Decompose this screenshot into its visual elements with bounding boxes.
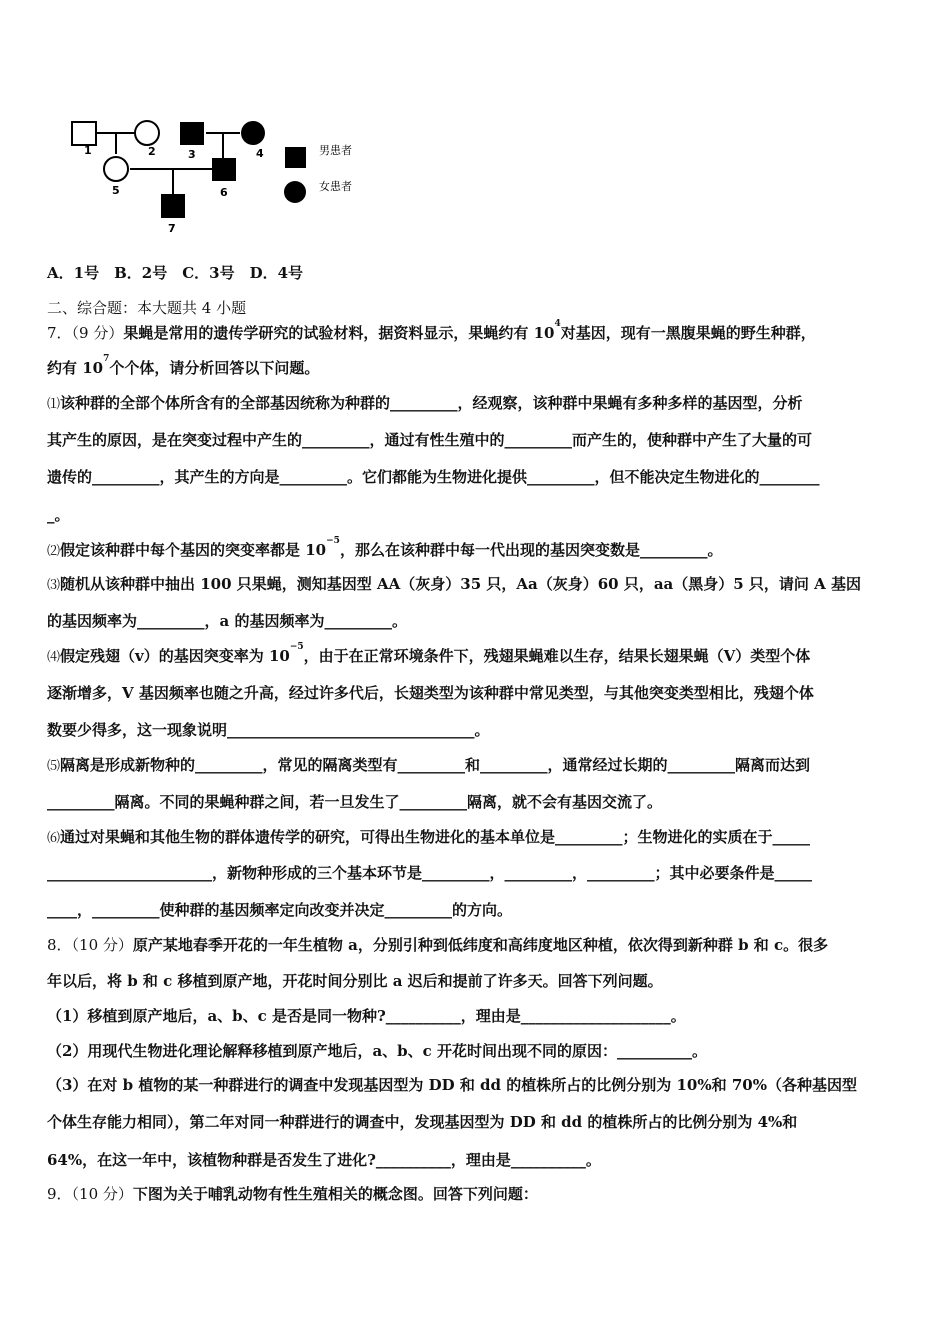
q8-line-1 (47, 934, 910, 955)
q7-part1-marker: ⑴ (47, 397, 61, 412)
legend-male-label: 男患者 (319, 144, 352, 157)
individual-1-male (72, 122, 96, 145)
q7-points: （9 分） (71, 324, 124, 342)
individual-5-female (104, 157, 128, 181)
q7-part6-line-2: ______________________，新物种形成的三个基本环节是_________，_________，_________；其中必要条件是_____ (47, 864, 813, 882)
label-individual-4: 4 (256, 147, 264, 160)
q8-text-1: 原产某地春季开花的一年生植物 a，分别引种到低纬度和高纬度地区种植，依次得到新种群 b 和 c。很多 (132, 936, 829, 954)
q8-sub-3-line-2: 个体生存能力相同），第二年对同一种群进行的调查中，发现基因型为 DD 和 dd 的植株所占的比例分别为 4%和 (47, 1113, 798, 1131)
q7-part2-text-cont: ，那么在该种群中每一代出现的基因突变数是_________。 (339, 541, 723, 559)
q7-part1-text-1: 该种群的全部个体所含有的全部基因统称为种群的_________，经观察，该种群中果蝇有多种多样的基因型，分析 (60, 394, 803, 412)
q7-part4-marker: ⑷ (47, 650, 61, 665)
legend-male-symbol (285, 147, 306, 168)
q7-part2-text: 假定该种群中每个基因的突变率都是 10 (60, 541, 327, 559)
label-individual-2: 2 (148, 145, 156, 158)
q7-part2-exponent: −5 (326, 536, 340, 546)
q8-sub-3-line-3: 64%，在这一年中，该植物种群是否发生了进化?__________，理由是__________。 (47, 1151, 601, 1169)
q7-exponent-2: 7 (103, 354, 110, 364)
q7-part4-line-2: 逐渐增多，V 基因频率也随之升高，经过许多代后，长翅类型为该种群中常见类型，与其他突变类型相比，残翅个体 (47, 684, 814, 702)
q8-points: （10 分） (71, 936, 133, 954)
q7-part6-text-1: 通过对果蝇和其他生物的群体遗传学的研究，可得出生物进化的基本单位是_________；生物进化的实质在于_____ (60, 828, 811, 846)
q7-part1-line-2: 其产生的原因，是在突变过程中产生的_________，通过有性生殖中的_________而产生的，使种群中产生了大量的可 (47, 431, 813, 449)
q7-part4-exponent: −5 (289, 642, 304, 652)
q9-line-1 (47, 1183, 910, 1204)
q7-part1-line-4: _。 (47, 506, 70, 524)
q7-part4-line-3: 数要少得多，这一现象说明_________________________________。 (47, 721, 490, 739)
q7-part6-line-3: ____，_________使种群的基因频率定向改变并决定_________的方向。 (47, 901, 513, 919)
q7-part3-marker: ⑶ (47, 578, 61, 593)
q8-sub-2: （2）用现代生物进化理论解释移植到原产地后，a、b、c 开花时间出现不同的原因：__________。 (47, 1042, 708, 1060)
label-individual-5: 5 (112, 184, 120, 197)
q7-part1-line-1 (47, 392, 910, 413)
q7-part2 (47, 536, 910, 560)
label-individual-3: 3 (188, 148, 196, 161)
individual-6-affected-male (212, 158, 236, 181)
q8-line-2: 年以后，将 b 和 c 移植到原产地，开花时间分别比 a 迟后和提前了许多天。回答下列问题。 (47, 972, 663, 990)
individual-4-affected-female (241, 121, 265, 145)
section-heading: 二、综合题：本大题共 4 小题 (47, 299, 247, 317)
q7-text-2-cont: 个个体，请分析回答以下问题。 (109, 359, 320, 377)
q7-part3-line-2: 的基因频率为_________，a 的基因频率为_________。 (47, 612, 407, 630)
q9-points: （10 分） (71, 1185, 133, 1203)
q7-part4-line-1 (47, 642, 910, 666)
q8-sub-3-line-1: （3）在对 b 植物的某一种群进行的调查中发现基因型为 DD 和 dd 的植株所占的比例分别为 10%和 70%（各种基因型 (47, 1076, 857, 1094)
q8-number: 8． (47, 936, 72, 954)
q7-part5-marker: ⑸ (47, 759, 61, 774)
individual-7-affected-male (161, 194, 185, 218)
q8-sub-1: （1）移植到原产地后，a、b、c 是否是同一物种?__________，理由是____________________。 (47, 1007, 686, 1025)
pedigree-diagram (60, 112, 380, 242)
answer-options: A．1号 B．2号 C．3号 D．4号 (47, 264, 304, 282)
q7-part1-line-3: 遗传的_________，其产生的方向是_________。它们都能为生物进化提供_________，但不能决定生物进化的________ (47, 468, 820, 486)
q7-number: 7． (47, 324, 72, 342)
q7-exponent-1: 4 (554, 319, 561, 329)
q7-part3-line-1 (47, 573, 910, 594)
individual-3-affected-male (180, 122, 204, 145)
q9-text-1: 下图为关于哺乳动物有性生殖相关的概念图。回答下列问题： (132, 1185, 538, 1203)
q7-text-cont: 对基因，现有一黑腹果蝇的野生种群， (560, 324, 816, 342)
individual-2-female (135, 121, 159, 145)
q7-part4-text: 假定残翅（v）的基因突变率为 10 (60, 647, 290, 665)
q7-part6-line-1 (47, 826, 910, 847)
q7-part6-marker: ⑹ (47, 831, 61, 846)
label-individual-6: 6 (220, 186, 228, 199)
legend-female-label: 女患者 (319, 180, 352, 193)
q7-line-2 (47, 354, 910, 378)
label-individual-1: 1 (84, 144, 92, 157)
q7-part4-text-cont: ，由于在正常环境条件下，残翅果蝇难以生存，结果长翅果蝇（V）类型个体 (303, 647, 811, 665)
legend-female-symbol (284, 181, 306, 203)
q7-line-1 (47, 319, 910, 343)
q7-part5-line-2: _________隔离。不同的果蝇种群之间，若一旦发生了_________隔离，就不会有基因交流了。 (47, 793, 663, 811)
q7-text: 果蝇是常用的遗传学研究的试验材料，据资料显示，果蝇约有 10 (123, 324, 555, 342)
q7-part3-text-1: 随机从该种群中抽出 100 只果蝇，测知基因型 AA（灰身）35 只，Aa（灰身）60 只，aa（黑身）5 只，请问 A 基因 (60, 575, 862, 593)
q7-part5-line-1 (47, 754, 910, 775)
q9-number: 9． (47, 1185, 72, 1203)
q7-part2-marker: ⑵ (47, 544, 61, 559)
q7-part5-text-1: 隔离是形成新物种的_________，常见的隔离类型有_________和_________，通常经过长期的_________隔离而达到 (60, 756, 811, 774)
label-individual-7: 7 (168, 222, 176, 235)
q7-text-2: 约有 10 (47, 359, 104, 377)
